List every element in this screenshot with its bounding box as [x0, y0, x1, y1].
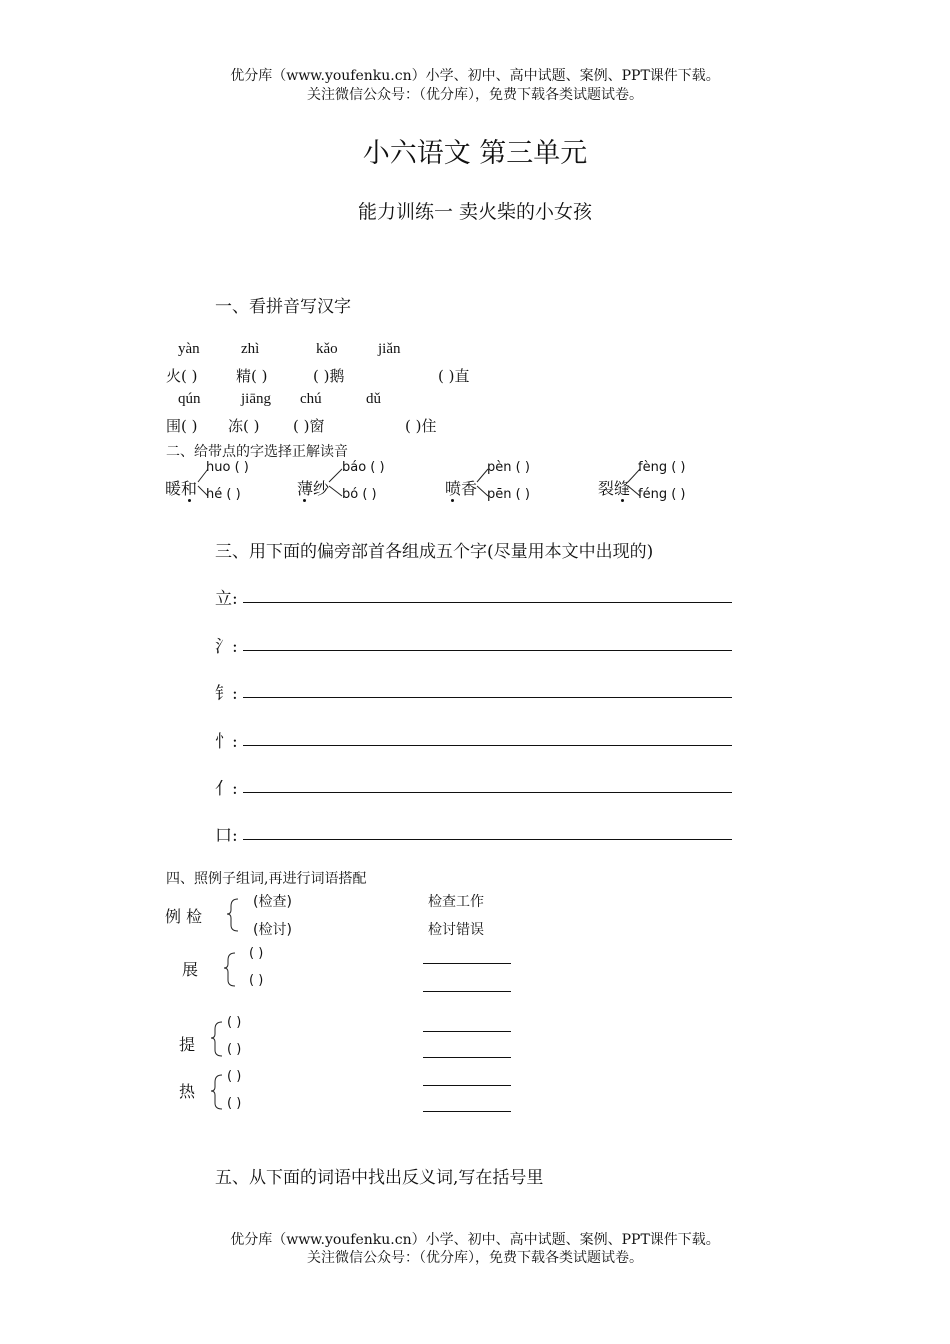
answer-line[interactable] — [243, 697, 732, 698]
pinyin: zhì — [241, 341, 260, 357]
char-zhan: 展 — [182, 960, 199, 979]
example-phrase: 检查工作 — [428, 894, 484, 910]
reading-option[interactable]: fèng ( ) — [638, 460, 686, 475]
pinyin: qún — [178, 391, 201, 407]
page-title: 小六语文 第三单元 — [362, 138, 588, 169]
section-4-heading: 四、照例子组词,再进行词语搭配 — [166, 871, 367, 887]
pinyin: dǔ — [366, 391, 381, 407]
blank-item[interactable]: ( )窗 — [293, 417, 325, 435]
word-liefeng: 裂缝 — [598, 479, 631, 498]
emphasis-dot — [303, 499, 306, 502]
reading-option[interactable]: pēn ( ) — [487, 487, 530, 502]
word-blank[interactable]: ( ) — [249, 946, 264, 961]
answer-line[interactable] — [243, 839, 732, 840]
pinyin: kǎo — [316, 341, 338, 357]
answer-line[interactable] — [243, 792, 732, 793]
answer-line[interactable] — [243, 650, 732, 651]
radical-label: 亻: — [215, 779, 238, 799]
blank-item[interactable]: 火( ) — [166, 367, 198, 385]
header-line-1: 优分库（www.youfenku.cn）小学、初中、高中试题、案例、PPT课件下载。 — [230, 68, 720, 84]
char-re: 热 — [179, 1082, 196, 1101]
section-5-heading: 五、从下面的词语中找出反义词,写在括号里 — [215, 1168, 544, 1188]
word-penxiang: 喷香 — [445, 479, 478, 498]
footer-line-2: 关注微信公众号：（优分库），免费下载各类试题试卷。 — [307, 1250, 643, 1266]
radical-label: 口: — [215, 826, 238, 846]
reading-option[interactable]: hé ( ) — [206, 487, 241, 502]
blank-item[interactable]: 冻( ) — [228, 417, 260, 435]
page-subtitle: 能力训练一 卖火柴的小女孩 — [357, 201, 593, 223]
blank-item[interactable]: 精( ) — [236, 367, 268, 385]
reading-option[interactable]: féng ( ) — [638, 487, 686, 502]
reading-option[interactable]: báo ( ) — [342, 460, 385, 475]
word-blank[interactable]: ( ) — [249, 973, 264, 988]
footer-line-1: 优分库（www.youfenku.cn）小学、初中、高中试题、案例、PPT课件下载。 — [230, 1232, 720, 1248]
pinyin: chú — [300, 391, 322, 407]
header-line-2: 关注微信公众号：（优分库），免费下载各类试题试卷。 — [307, 87, 643, 103]
emphasis-dot — [451, 499, 454, 502]
section-3-heading: 三、用下面的偏旁部首各组成五个字(尽量用本文中出现的) — [215, 542, 654, 562]
example-label: 例 检 — [165, 907, 203, 926]
radical-label: 立: — [215, 589, 238, 609]
answer-line[interactable] — [243, 745, 732, 746]
example-word: (检查) — [253, 894, 292, 910]
blank-item[interactable]: 围( ) — [166, 417, 198, 435]
radical-label: 钅: — [215, 684, 238, 704]
word-blank[interactable]: ( ) — [227, 1042, 242, 1057]
section-2-heading: 二、给带点的字选择正解读音 — [166, 444, 348, 460]
phrase-line[interactable] — [423, 1057, 511, 1058]
emphasis-dot — [188, 499, 191, 502]
word-blank[interactable]: ( ) — [227, 1096, 242, 1111]
word-blank[interactable]: ( ) — [227, 1015, 242, 1030]
blank-item[interactable]: ( )住 — [405, 417, 437, 435]
phrase-line[interactable] — [423, 1111, 511, 1112]
answer-line[interactable] — [243, 602, 732, 603]
reading-option[interactable]: bó ( ) — [342, 487, 377, 502]
pinyin: jiāng — [241, 391, 271, 407]
phrase-line[interactable] — [423, 991, 511, 992]
radical-label: 氵: — [215, 637, 238, 657]
phrase-line[interactable] — [423, 1031, 511, 1032]
word-blank[interactable]: ( ) — [227, 1069, 242, 1084]
radical-label: 忄: — [215, 732, 238, 752]
pinyin: yàn — [178, 341, 200, 357]
blank-item[interactable]: ( )鹅 — [313, 367, 345, 385]
phrase-line[interactable] — [423, 1085, 511, 1086]
example-word: (检讨) — [253, 922, 292, 938]
pinyin: jiǎn — [378, 341, 401, 357]
word-nuanhe: 暖和 — [165, 479, 198, 498]
word-baosha: 薄纱 — [297, 479, 330, 498]
blank-item[interactable]: ( )直 — [438, 367, 470, 385]
reading-option[interactable]: huo ( ) — [206, 460, 249, 475]
char-ti: 提 — [179, 1035, 196, 1054]
reading-option[interactable]: pèn ( ) — [487, 460, 530, 475]
phrase-line[interactable] — [423, 963, 511, 964]
example-phrase: 检讨错误 — [428, 922, 484, 938]
emphasis-dot — [621, 499, 624, 502]
section-1-heading: 一、看拼音写汉字 — [215, 297, 351, 317]
